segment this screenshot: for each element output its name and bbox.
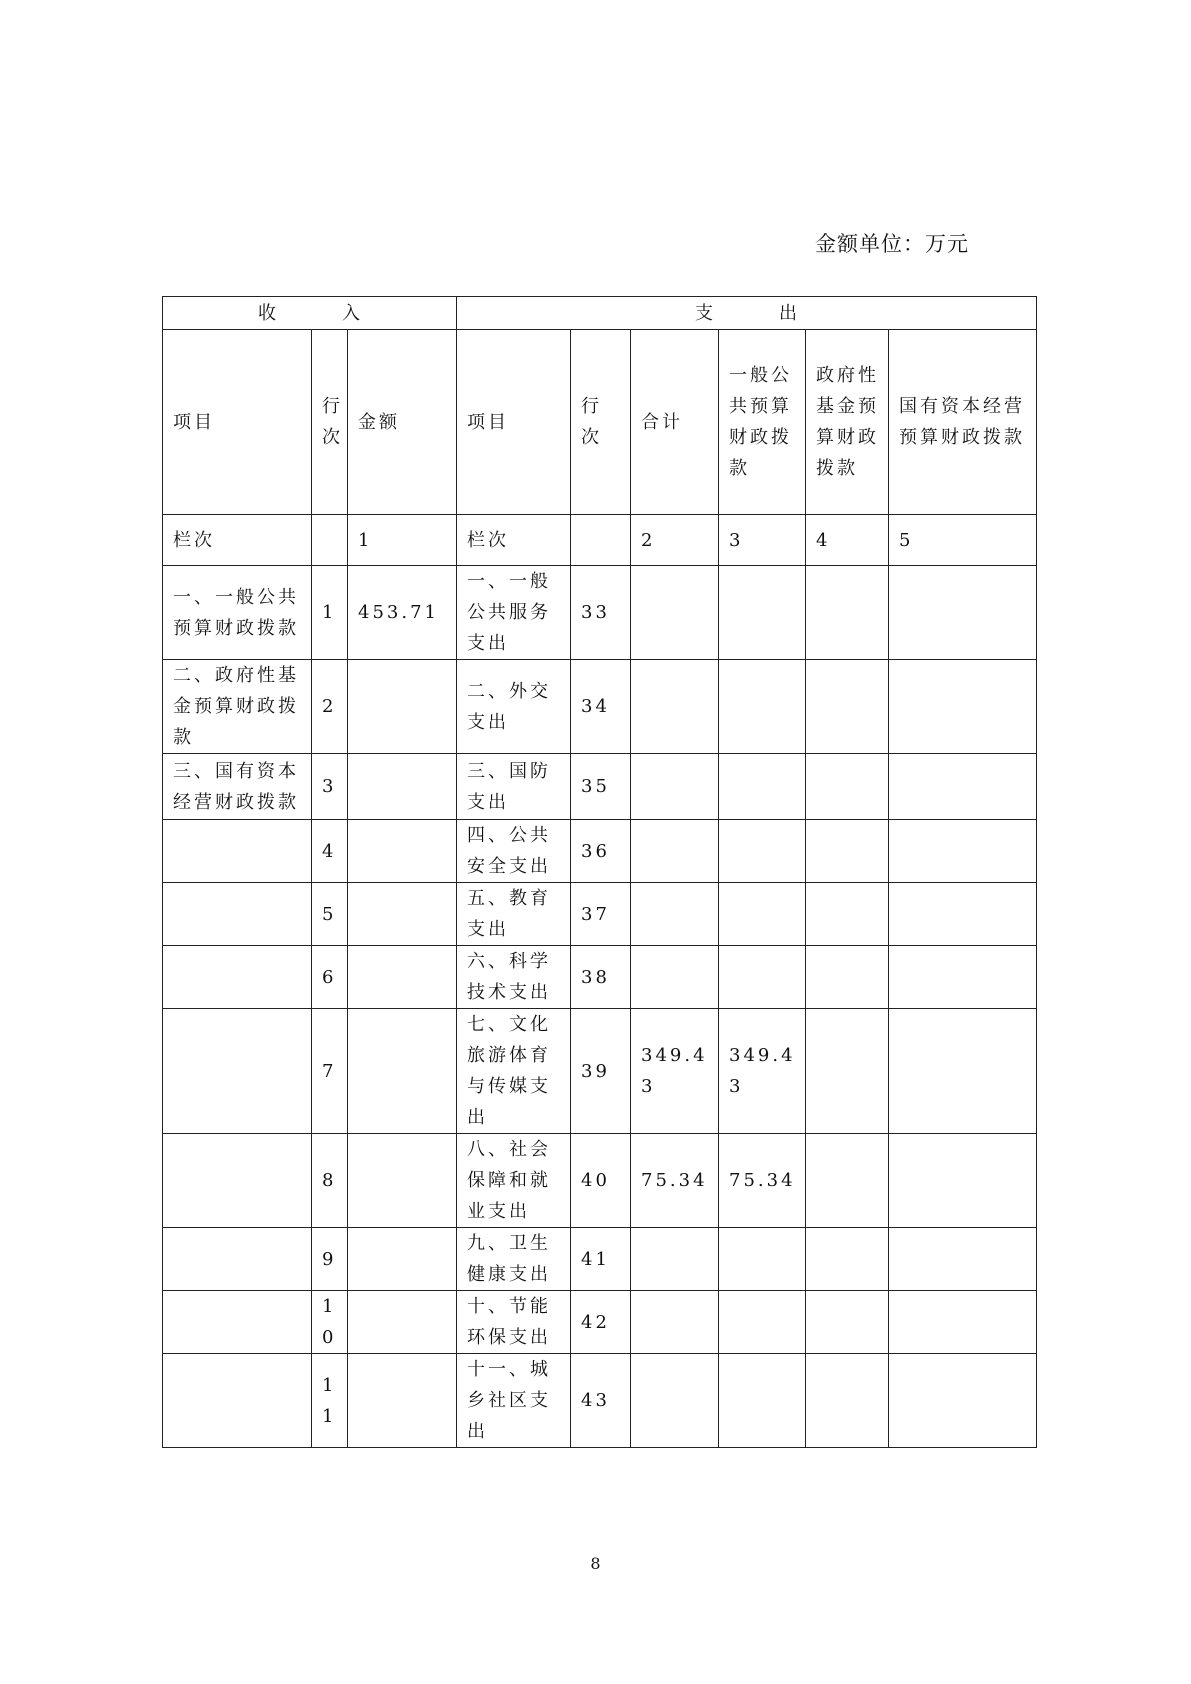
income-row-index	[312, 515, 348, 566]
unit-label: 金额单位：万元	[815, 232, 969, 256]
general-budget-index: 3	[719, 515, 806, 566]
expense-item-cell: 一、一般公共服务支出	[457, 566, 571, 660]
total-cell: 75.34	[631, 1134, 719, 1228]
income-amount-cell	[348, 1291, 457, 1354]
state-capital-cell	[889, 1291, 1037, 1354]
table-row	[163, 946, 1037, 1009]
income-item-cell	[163, 946, 312, 1009]
gov-fund-cell	[806, 566, 889, 660]
expense-item-cell: 四、公共安全支出	[457, 820, 571, 883]
table-row	[163, 1009, 1037, 1134]
total-cell	[631, 754, 719, 820]
gov-fund-header: 政府性基金预算财政拨款	[806, 330, 889, 515]
total-cell	[631, 883, 719, 946]
gov-fund-cell	[806, 1134, 889, 1228]
income-item-cell	[163, 1134, 312, 1228]
general-budget-cell	[719, 566, 806, 660]
income-row-cell: 5	[312, 883, 348, 946]
general-budget-cell: 349.43	[719, 1009, 806, 1134]
income-amount-cell	[348, 1134, 457, 1228]
general-budget-header: 一般公共预算财政拨款	[719, 330, 806, 515]
state-capital-cell	[889, 1354, 1037, 1448]
income-amount-cell	[348, 1009, 457, 1134]
column-index-row	[163, 515, 1037, 566]
income-row-cell: 3	[312, 754, 348, 820]
table-row	[163, 1228, 1037, 1291]
expense-item-cell: 五、教育支出	[457, 883, 571, 946]
income-row-header: 行次	[312, 330, 348, 515]
expense-header: 支 出	[457, 297, 1037, 330]
expense-row-cell: 43	[571, 1354, 631, 1448]
total-cell	[631, 566, 719, 660]
income-amount-header: 金额	[348, 330, 457, 515]
state-capital-header: 国有资本经营预算财政拨款	[889, 330, 1037, 515]
section-header-row	[163, 297, 1037, 330]
income-amount-cell	[348, 1228, 457, 1291]
income-row-cell: 8	[312, 1134, 348, 1228]
expense-item-cell: 九、卫生健康支出	[457, 1228, 571, 1291]
gov-fund-cell	[806, 820, 889, 883]
income-amount-cell	[348, 660, 457, 754]
income-row-cell: 1	[312, 566, 348, 660]
general-budget-cell	[719, 820, 806, 883]
expense-row-cell: 36	[571, 820, 631, 883]
total-cell	[631, 1228, 719, 1291]
general-budget-cell	[719, 883, 806, 946]
state-capital-cell	[889, 1228, 1037, 1291]
expense-row-index	[571, 515, 631, 566]
income-amount-cell	[348, 754, 457, 820]
income-amount-index: 1	[348, 515, 457, 566]
income-amount-cell	[348, 883, 457, 946]
gov-fund-cell	[806, 754, 889, 820]
income-row-cell: 11	[312, 1354, 348, 1448]
income-item-cell	[163, 1228, 312, 1291]
table-row	[163, 566, 1037, 660]
budget-table	[162, 296, 1037, 1448]
income-item-header: 项目	[163, 330, 312, 515]
income-row-cell: 10	[312, 1291, 348, 1354]
income-item-cell	[163, 883, 312, 946]
expense-row-cell: 34	[571, 660, 631, 754]
income-item-cell	[163, 820, 312, 883]
state-capital-cell	[889, 566, 1037, 660]
total-cell	[631, 1291, 719, 1354]
general-budget-cell: 75.34	[719, 1134, 806, 1228]
expense-item-cell: 十一、城乡社区支出	[457, 1354, 571, 1448]
state-capital-cell	[889, 883, 1037, 946]
expense-item-cell: 二、外交支出	[457, 660, 571, 754]
total-cell	[631, 946, 719, 1009]
table-row	[163, 1291, 1037, 1354]
page-number: 8	[590, 1554, 601, 1573]
state-capital-cell	[889, 820, 1037, 883]
expense-row-header: 行次	[571, 330, 631, 515]
general-budget-cell	[719, 1228, 806, 1291]
income-header: 收 入	[163, 297, 457, 330]
expense-row-cell: 41	[571, 1228, 631, 1291]
column-header-row	[163, 330, 1037, 515]
income-amount-cell	[348, 1354, 457, 1448]
income-row-cell: 7	[312, 1009, 348, 1134]
table-row	[163, 754, 1037, 820]
total-cell	[631, 660, 719, 754]
expense-item-cell: 三、国防支出	[457, 754, 571, 820]
table-row	[163, 1354, 1037, 1448]
general-budget-cell	[719, 1354, 806, 1448]
gov-fund-cell	[806, 946, 889, 1009]
gov-fund-cell	[806, 883, 889, 946]
expense-item-cell: 六、科学技术支出	[457, 946, 571, 1009]
general-budget-cell	[719, 660, 806, 754]
general-budget-cell	[719, 754, 806, 820]
gov-fund-cell	[806, 1228, 889, 1291]
expense-row-cell: 37	[571, 883, 631, 946]
income-item-cell: 一、一般公共预算财政拨款	[163, 566, 312, 660]
state-capital-cell	[889, 660, 1037, 754]
state-capital-cell	[889, 946, 1037, 1009]
table-row	[163, 660, 1037, 754]
state-capital-cell	[889, 1134, 1037, 1228]
state-capital-cell	[889, 754, 1037, 820]
gov-fund-index: 4	[806, 515, 889, 566]
state-capital-cell	[889, 1009, 1037, 1134]
income-amount-cell	[348, 820, 457, 883]
total-index: 2	[631, 515, 719, 566]
income-row-cell: 9	[312, 1228, 348, 1291]
expense-row-cell: 40	[571, 1134, 631, 1228]
expense-item-header: 项目	[457, 330, 571, 515]
table-row	[163, 1134, 1037, 1228]
income-row-cell: 2	[312, 660, 348, 754]
total-cell	[631, 820, 719, 883]
total-cell: 349.43	[631, 1009, 719, 1134]
income-item-cell: 二、政府性基金预算财政拨款	[163, 660, 312, 754]
gov-fund-cell	[806, 1009, 889, 1134]
income-row-cell: 4	[312, 820, 348, 883]
expense-item-cell: 八、社会保障和就业支出	[457, 1134, 571, 1228]
total-cell	[631, 1354, 719, 1448]
gov-fund-cell	[806, 1291, 889, 1354]
table-row	[163, 820, 1037, 883]
income-row-cell: 6	[312, 946, 348, 1009]
general-budget-cell	[719, 946, 806, 1009]
income-item-cell	[163, 1354, 312, 1448]
gov-fund-cell	[806, 1354, 889, 1448]
gov-fund-cell	[806, 660, 889, 754]
total-header: 合计	[631, 330, 719, 515]
income-item-cell	[163, 1009, 312, 1134]
expense-row-cell: 38	[571, 946, 631, 1009]
expense-row-cell: 39	[571, 1009, 631, 1134]
table-row	[163, 883, 1037, 946]
general-budget-cell	[719, 1291, 806, 1354]
expense-row-cell: 42	[571, 1291, 631, 1354]
income-index-label: 栏次	[163, 515, 312, 566]
state-capital-index: 5	[889, 515, 1037, 566]
income-item-cell	[163, 1291, 312, 1354]
expense-index-label: 栏次	[457, 515, 571, 566]
expense-item-cell: 十、节能环保支出	[457, 1291, 571, 1354]
income-item-cell: 三、国有资本经营财政拨款	[163, 754, 312, 820]
income-amount-cell: 453.71	[348, 566, 457, 660]
income-amount-cell	[348, 946, 457, 1009]
expense-row-cell: 33	[571, 566, 631, 660]
expense-item-cell: 七、文化旅游体育与传媒支出	[457, 1009, 571, 1134]
expense-row-cell: 35	[571, 754, 631, 820]
